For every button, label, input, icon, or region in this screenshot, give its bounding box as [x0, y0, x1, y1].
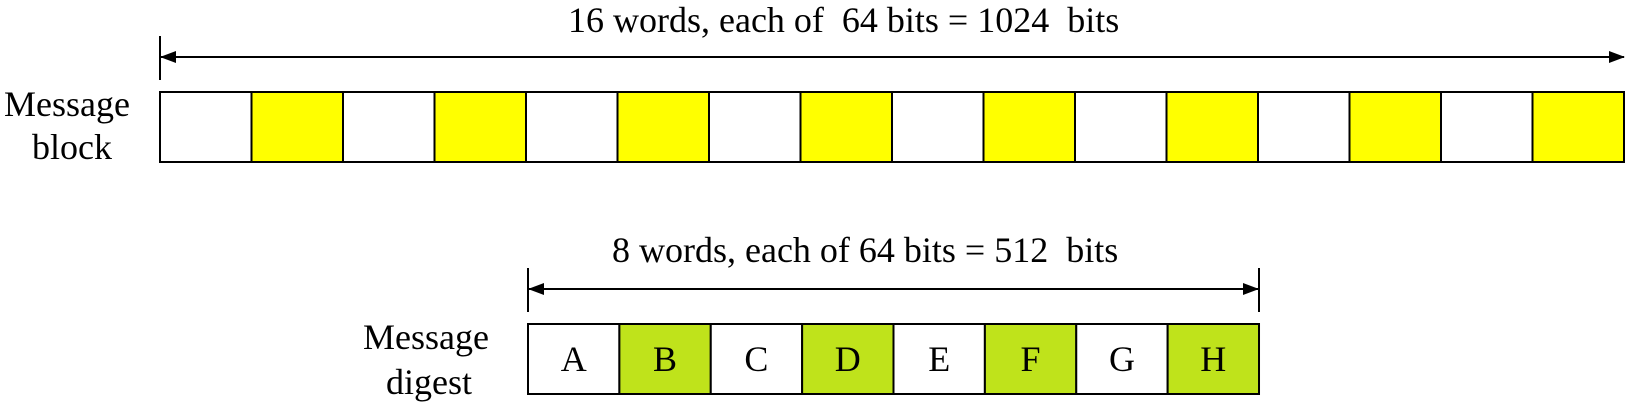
message-digest-word-letter: A [560, 339, 587, 379]
message-digest-word-letter: H [1200, 339, 1227, 379]
message-block-word-cell [984, 92, 1076, 162]
message-block-word-cell [1350, 92, 1442, 162]
message-block-word-cell [435, 92, 527, 162]
message-block-label-line2: block [32, 127, 112, 167]
message-block-word-cell [526, 92, 618, 162]
message-block-word-cell [1075, 92, 1167, 162]
message-block-word-cell [618, 92, 710, 162]
message-block-word-cell [252, 92, 344, 162]
message-block-label-line1: Message [4, 84, 130, 124]
message-digest-word-letter: C [744, 339, 769, 379]
message-block-word-cell [1533, 92, 1625, 162]
message-block-span-label: 16 words, each of 64 bits = 1024 bits [568, 0, 1120, 40]
message-digest-label-line2: digest [386, 362, 472, 402]
message-block-word-cell [1258, 92, 1350, 162]
message-digest-span-label: 8 words, each of 64 bits = 512 bits [612, 230, 1119, 270]
message-block-word-cell [709, 92, 801, 162]
message-block-section [4, 0, 1625, 167]
message-digest-label-line1: Message [363, 317, 489, 357]
message-digest-word-letter: D [834, 339, 861, 379]
message-block-word-cell [801, 92, 893, 162]
message-block-word-cell [343, 92, 435, 162]
message-block-word-cell [160, 92, 252, 162]
message-block-word-cell [1167, 92, 1259, 162]
message-block-word-cell [892, 92, 984, 162]
message-digest-word-letter: F [1020, 339, 1041, 379]
message-digest-word-letter: B [653, 339, 678, 379]
message-block-word-cell [1441, 92, 1533, 162]
message-block-words [160, 92, 1624, 162]
message-digest-word-letter: E [928, 339, 951, 379]
message-digest-word-letter: G [1108, 339, 1135, 379]
message-digest-section [363, 230, 1259, 402]
message-digest-words [528, 324, 1259, 394]
